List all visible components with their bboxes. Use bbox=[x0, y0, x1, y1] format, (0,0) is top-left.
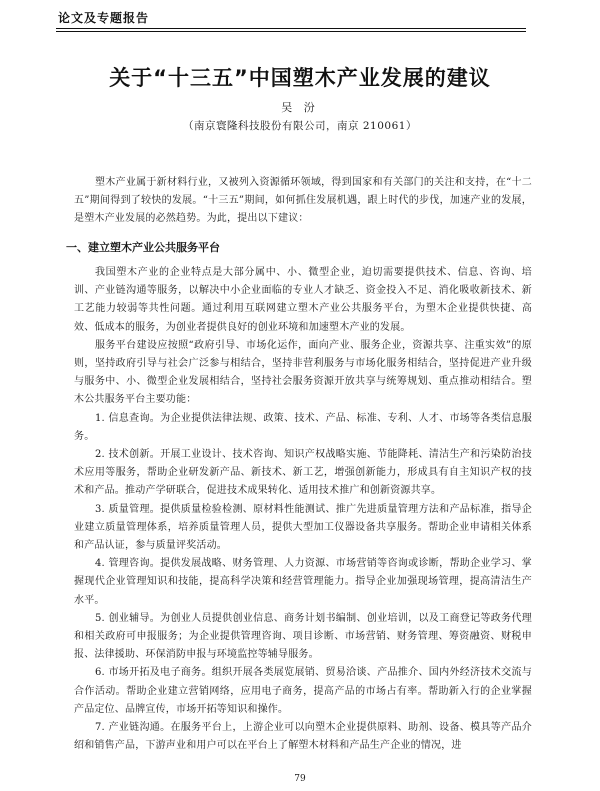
running-header: 论文及专题报告 bbox=[58, 11, 150, 25]
list-item-management-consulting: 4. 管理咨询。提供发展战略、财务管理、人力资源、市场营销等咨询或诊断，帮助企业学习、掌握现代企业管理知识和技能，提高科学决策和经营管理能力。指导企业加强现场管理，提高清洁生产水平。 bbox=[74, 558, 532, 606]
list-item-quality-management: 3. 质量管理。提供质量检验检测、原材料性能测试、推广先进质量管理方法和产品标准，指导企业建立质量管理体系，培养质量管理人员，提供大型加工仪器设备共享服务。帮助企业申请相关体系和产品认证，参与质量评奖活动。 bbox=[74, 503, 532, 552]
page-number: 79 bbox=[294, 774, 306, 784]
list-item-supply-chain: 7. 产业链沟通。在服务平台上，上游企业可以向塑木企业提供原料、助剂、设备、模具等产品介绍和销售产品，下游声业和用户可以在平台上了解塑木材料和产品生产企业的情况，进 bbox=[74, 722, 532, 752]
section-heading: 一、建立塑木产业公共服务平台 bbox=[66, 241, 220, 254]
article-affiliation: （南京寰隆科技股份有限公司，南京 210061） bbox=[183, 120, 417, 132]
list-item-tech-innovation: 2. 技术创新。开展工业设计、技术咨询、知识产权战略实施、节能降耗、清洁生产和污染防治技术应用等服务，帮助企业研发新产品、新技术、新工艺，增强创新能力，形成具有自主知识产权的技术和产品。推动产学研联合，促进技术成果转化、适用技术推广和创新资源共享。 bbox=[74, 449, 532, 497]
list-item-startup-coaching: 5. 创业辅导。为创业人员提供创业信息、商务计划书编制、创业培训，以及工商登记等政务代理和相关政府可申报服务；为企业提供管理咨询、项目诊断、市场营销、财务管理、筹资融资、财税申报、法律援助、环保消防申报与环境监控等辅导服务。 bbox=[74, 612, 532, 661]
article-author: 吴 汾 bbox=[281, 101, 319, 114]
intro-paragraph: 塑木产业属于新材料行业，又被列入资源循环领域，得到国家和有关部门的关注和支持，在“十二五”期间得到了较快的发展。“十三五”期间，如何抓住发展机遇，跟上时代的步伐，加速产业的发展，是塑木产业发展的必然趋势。为此，提出以下建议： bbox=[74, 177, 532, 225]
section-1 bbox=[66, 240, 532, 755]
article-title: 关于“十三五”中国塑木产业发展的建议 bbox=[109, 66, 491, 90]
intro-block bbox=[74, 174, 532, 229]
list-item-info-query: 1. 信息查询。为企业提供法律法规、政策、技术、产品、标准、专利、人才、市场等各类信息服务。 bbox=[74, 412, 532, 442]
body-paragraph: 服务平台建设应按照“政府引导、市场化运作，面向产业、服务企业，资源共享、注重实效”的原则，坚持政府引导与社会广泛参与相结合，坚持非营利服务与市场化服务相结合，坚持促进产业升级与服务中、小、微型企业发展相结合，坚持社会服务资源开放共享与统筹规划、重点推动相结合。塑木公共服务平台主要功能： bbox=[74, 339, 532, 406]
body-paragraph: 我国塑木产业的企业特点是大部分属中、小、微型企业，迫切需要提供技术、信息、咨询、培训、产业链沟通等服务，以解决中小企业面临的专业人才缺乏、资金投入不足、消化吸收新技术、新工艺能力较弱等共性问题。通过利用互联网建立塑木产业公共服务平台，为塑木企业提供快捷、高效、低成本的服务，为创业者提供良好的创业环境和加速塑木产业的发展。 bbox=[74, 267, 532, 333]
header-rule bbox=[56, 28, 526, 29]
list-item-market-ecommerce: 6. 市场开拓及电子商务。组织开展各类展览展销、贸易洽谈、产品推介、国内外经济技术交流与合作活动。帮助企业建立营销网络，应用电子商务，提高产品的市场占有率。帮助新入行的企业掌握产品定位、品牌宣传，市场开拓等知识和操作。 bbox=[74, 667, 532, 715]
header-rule-thin bbox=[56, 31, 526, 32]
